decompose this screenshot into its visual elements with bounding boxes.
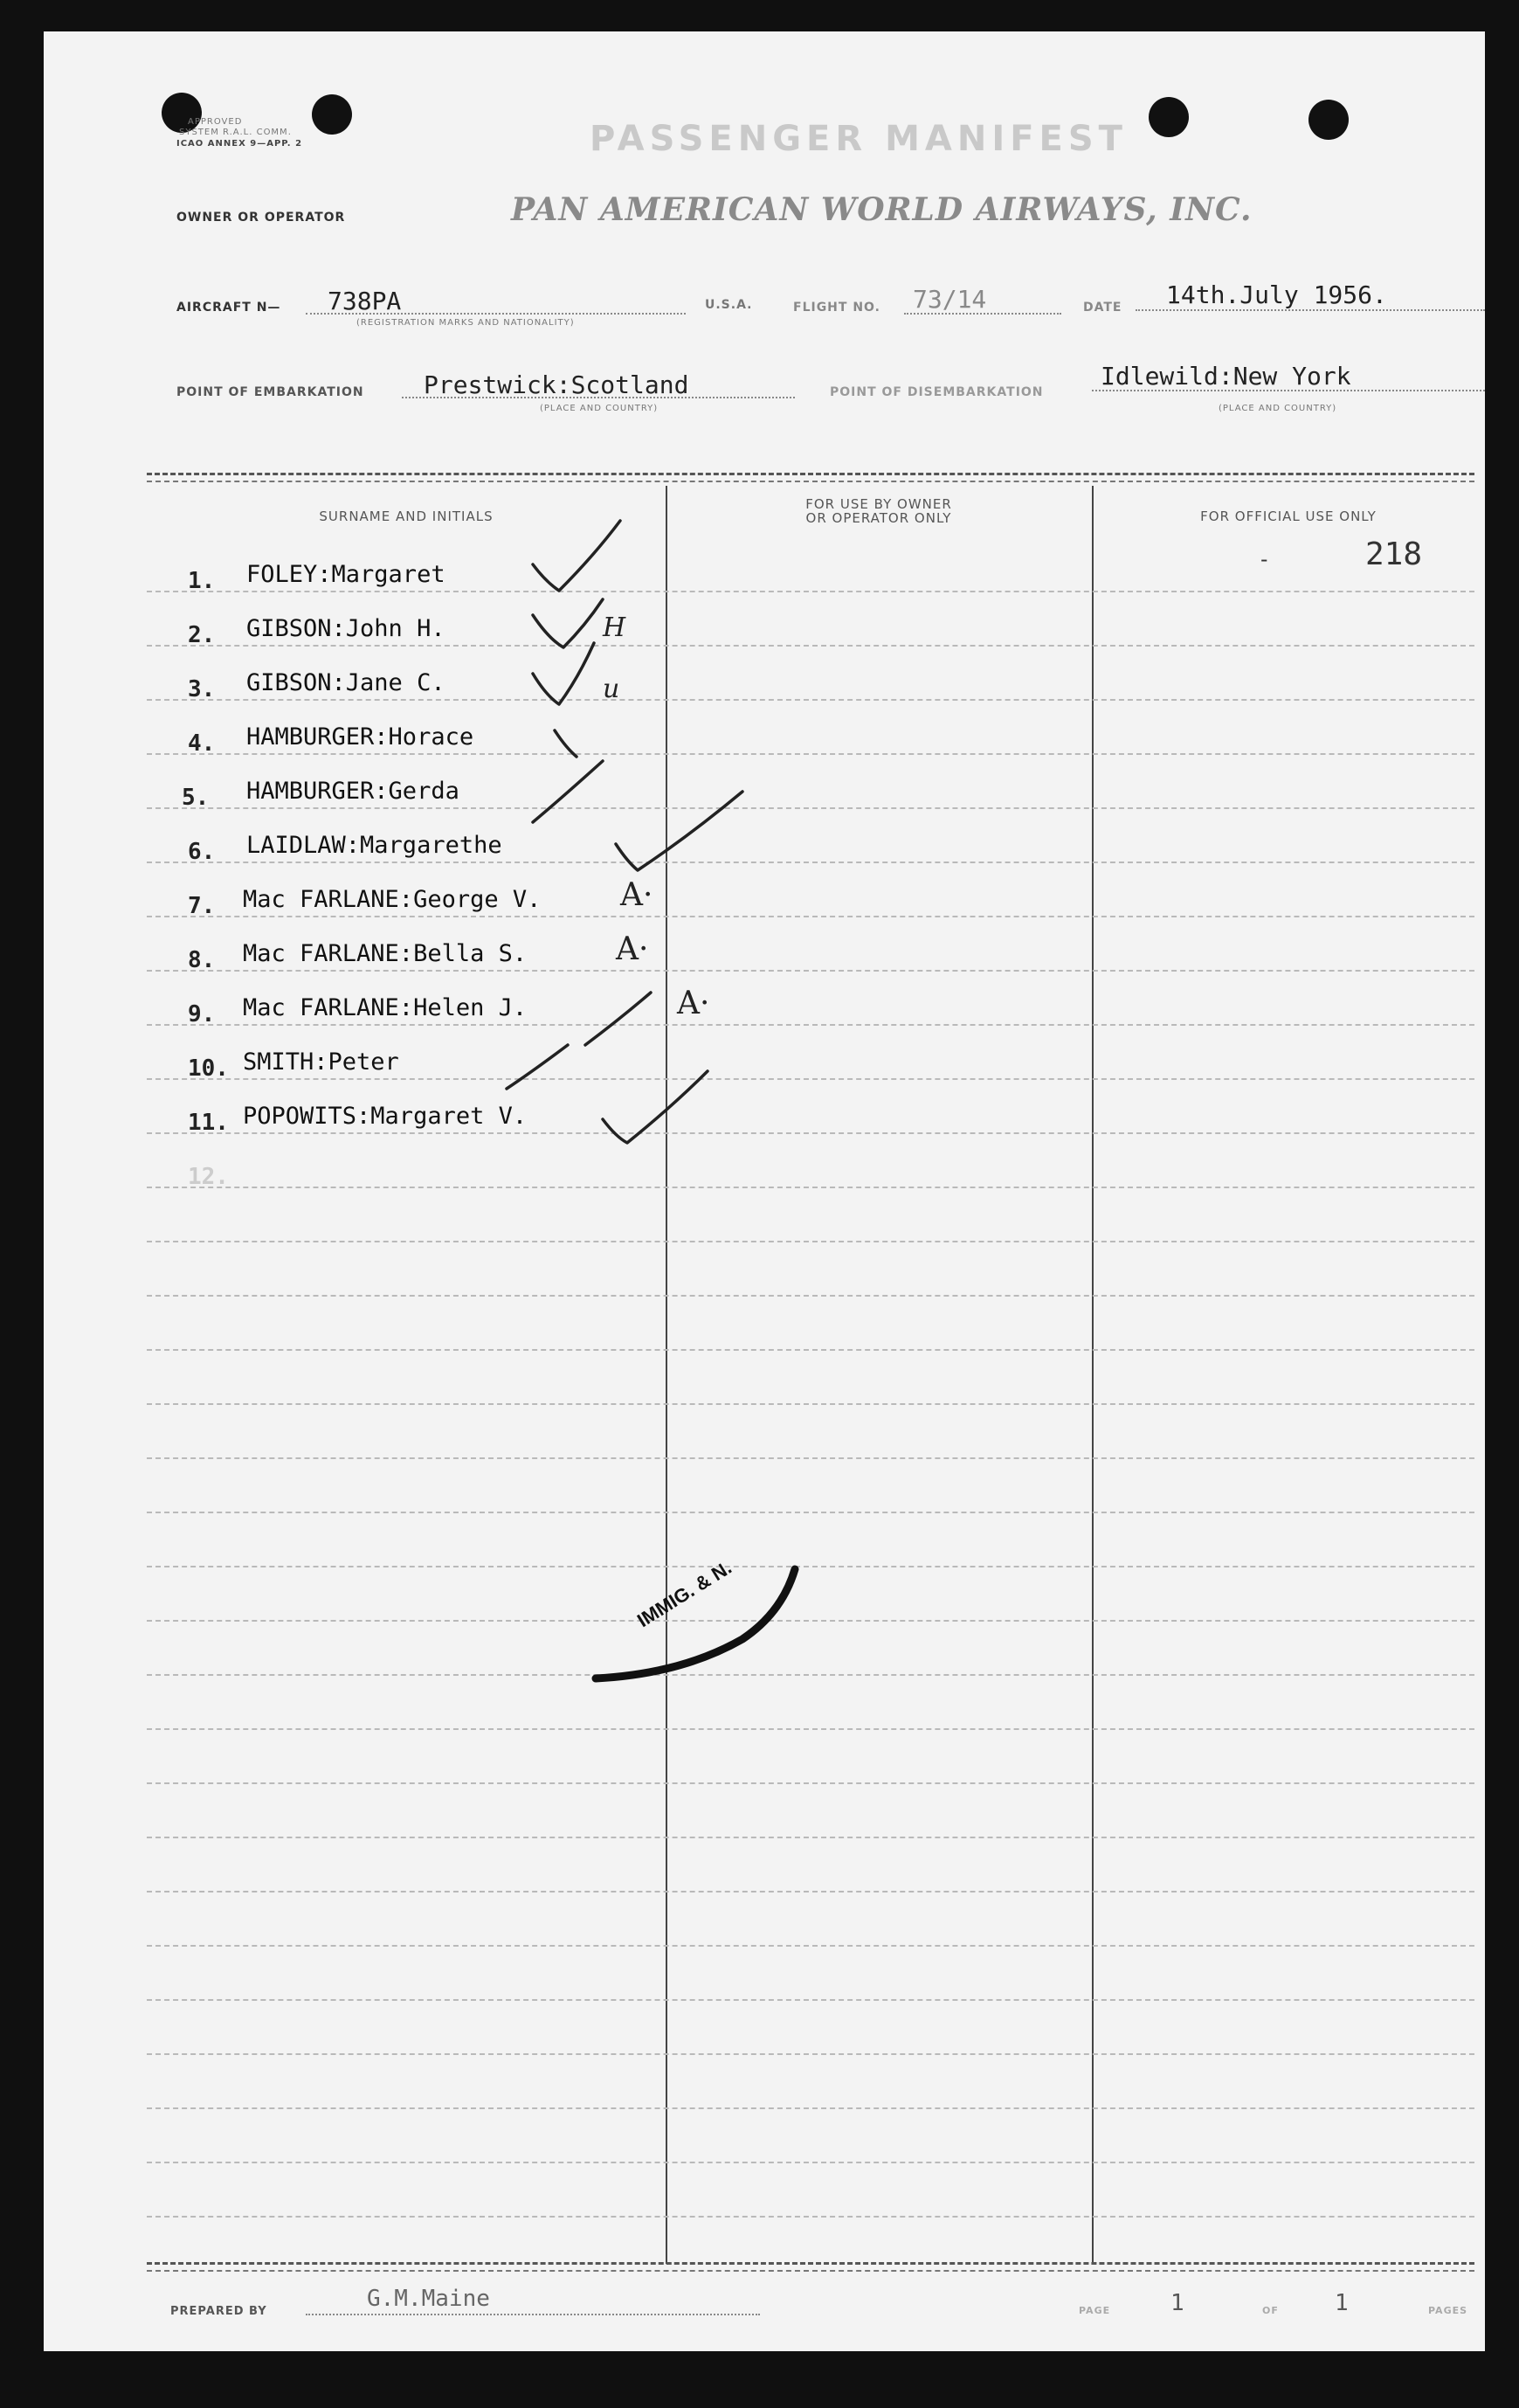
disembarkation-label: POINT OF DISEMBARKATION <box>830 385 1044 399</box>
form-title: PASSENGER MANIFEST <box>590 119 1128 159</box>
passenger-number: 9. <box>188 1001 216 1028</box>
passenger-name: Mac FARLANE:Helen J. <box>243 994 528 1021</box>
mark-7: A· <box>620 877 653 913</box>
checkmark-11 <box>603 1071 708 1143</box>
column-header-owner: FOR USE BY OWNER <box>805 496 952 512</box>
of-value: 1 <box>1335 2290 1349 2316</box>
passenger-name: POPOWITS:Margaret V. <box>243 1103 528 1130</box>
passenger-name: Mac FARLANE:George V. <box>243 886 542 913</box>
checkmark-1 <box>533 521 620 591</box>
passenger-number: 3. <box>188 676 216 702</box>
embarkation-value: Prestwick:Scotland <box>424 370 689 399</box>
official-dash: - <box>1258 547 1271 571</box>
passenger-number: 11. <box>188 1110 229 1136</box>
official-number: 218 <box>1365 536 1423 572</box>
date-value: 14th.July 1956. <box>1166 280 1387 309</box>
embarkation-label: POINT OF EMBARKATION <box>176 385 364 399</box>
passenger-name: GIBSON:Jane C. <box>246 669 445 696</box>
flight-label: FLIGHT NO. <box>793 301 880 315</box>
page-label: PAGE <box>1079 2305 1111 2316</box>
disembarkation-value: Idlewild:New York <box>1101 362 1351 391</box>
passenger-name: FOLEY:Margaret <box>246 561 445 588</box>
checkmark-2 <box>533 599 603 647</box>
column-header-surname: SURNAME AND INITIALS <box>319 509 494 524</box>
checkmark-3 <box>533 643 594 704</box>
disembarkation-caption: (PLACE AND COUNTRY) <box>1219 404 1337 413</box>
initials-2: H <box>603 612 626 643</box>
passenger-name: LAIDLAW:Margarethe <box>246 832 502 859</box>
embarkation-caption: (PLACE AND COUNTRY) <box>540 404 659 413</box>
passenger-name: SMITH:Peter <box>243 1048 399 1076</box>
column-header-official: FOR OFFICIAL USE ONLY <box>1200 509 1377 524</box>
passenger-number: 10. <box>188 1055 229 1082</box>
passenger-name: HAMBURGER:Horace <box>246 723 474 751</box>
passenger-number: 7. <box>188 893 216 919</box>
mark-9: A· <box>677 986 710 1021</box>
mark-8: A· <box>616 931 649 967</box>
flight-value: 73/14 <box>913 285 987 314</box>
passenger-number: 6. <box>188 839 216 865</box>
initials-3: u <box>603 674 620 704</box>
of-label: OF <box>1262 2305 1279 2316</box>
checkmark-5 <box>533 761 603 822</box>
aircraft-value: 738PA <box>328 287 402 315</box>
checkmark-9 <box>585 993 651 1045</box>
country-label: U.S.A. <box>705 298 753 312</box>
checkmark-4a <box>555 730 577 757</box>
manifest-page <box>44 31 1485 2351</box>
immigration-stamp <box>585 1552 830 1692</box>
passenger-number: 12. <box>188 1164 229 1190</box>
aircraft-label: AIRCRAFT N— <box>176 301 281 315</box>
approval-line: SYSTEM R.A.L. COMM. <box>179 128 292 137</box>
passenger-number: 8. <box>188 947 216 973</box>
stamp-text: IMMIG. & N. <box>633 1556 735 1632</box>
prepared-value: G.M.Maine <box>367 2286 490 2312</box>
approval-line: APPROVED <box>188 117 243 127</box>
checkmark-10 <box>507 1045 568 1089</box>
passenger-number: 1. <box>188 568 216 594</box>
passenger-number: 4. <box>188 730 216 757</box>
owner-label: OWNER OR OPERATOR <box>176 211 346 225</box>
prepared-label: PREPARED BY <box>170 2305 267 2318</box>
passenger-name: Mac FARLANE:Bella S. <box>243 940 528 967</box>
passenger-name: HAMBURGER:Gerda <box>246 778 459 805</box>
passenger-number: 5. <box>182 785 210 811</box>
prepared-line <box>306 2314 760 2315</box>
approval-line: ICAO ANNEX 9—APP. 2 <box>176 139 303 149</box>
passenger-name: GIBSON:John H. <box>246 615 445 642</box>
aircraft-caption: (REGISTRATION MARKS AND NATIONALITY) <box>356 318 575 328</box>
date-label: DATE <box>1083 301 1122 315</box>
column-header-owner: OR OPERATOR ONLY <box>805 510 952 526</box>
checkmark-6 <box>616 792 742 870</box>
passenger-number: 2. <box>188 622 216 648</box>
pages-label: PAGES <box>1428 2305 1468 2316</box>
page-value: 1 <box>1170 2290 1184 2316</box>
handwritten-checkmarks <box>44 31 1485 2351</box>
company-name: PAN AMERICAN WORLD AIRWAYS, INC. <box>511 191 1253 228</box>
